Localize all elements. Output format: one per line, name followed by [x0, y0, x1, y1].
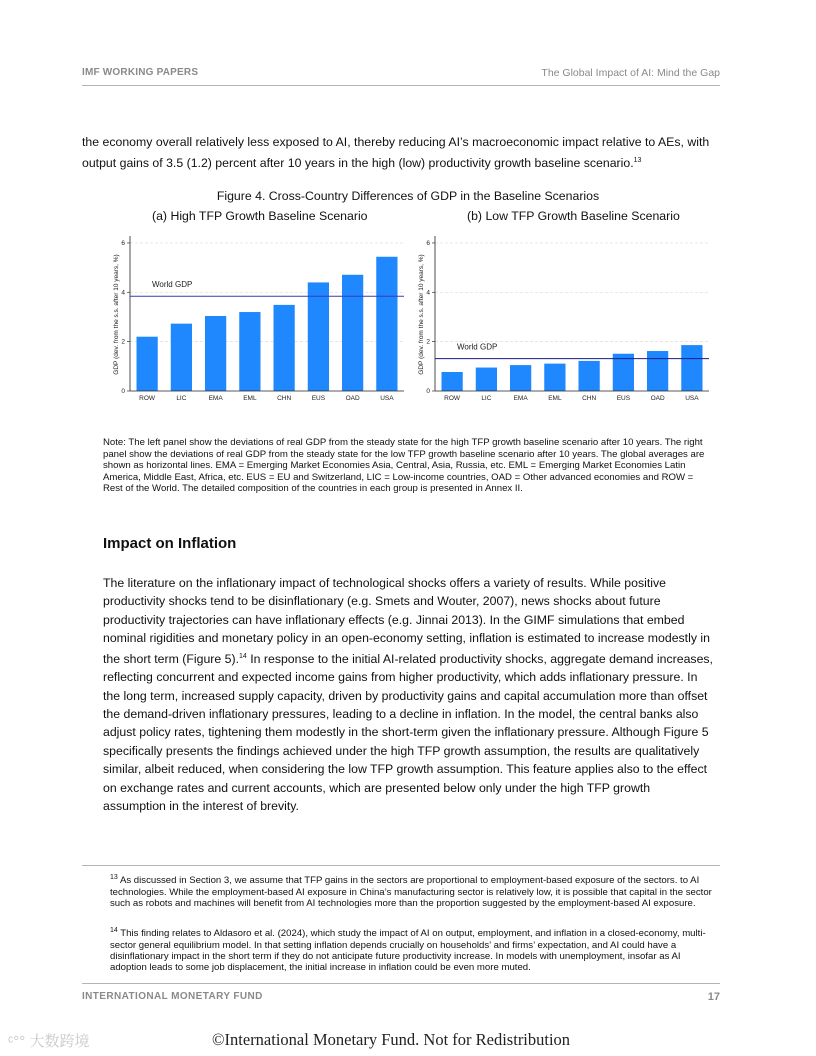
page-number: 17 — [707, 991, 720, 1003]
y-tick-label: 2 — [121, 338, 125, 346]
bar-usa — [376, 257, 397, 391]
x-tick-label: EMA — [208, 395, 223, 402]
y-tick-label: 0 — [426, 388, 430, 395]
bar-eus — [308, 282, 329, 391]
y-tick-label: 2 — [426, 338, 430, 346]
footnote-number: 14 — [110, 927, 118, 934]
bar-oad — [342, 275, 363, 391]
footnote-13 — [110, 872, 720, 909]
x-tick-label: EMA — [513, 395, 528, 402]
x-tick-label: EML — [243, 395, 257, 402]
bar-chn — [579, 361, 600, 391]
watermark-logo: ᶜ°° 大数跨境 — [8, 1033, 90, 1050]
y-axis-label: GDP (dev. from the s.s. after 10 years, %) — [418, 254, 425, 375]
y-axis-label: GDP (dev. from the s.s. after 10 years, %) — [113, 254, 120, 375]
x-tick-label: OAD — [650, 395, 665, 402]
bar-eus — [613, 354, 634, 391]
bar-eml — [239, 312, 260, 391]
y-tick-label: 4 — [121, 289, 125, 297]
x-tick-label: USA — [685, 395, 699, 402]
footer-divider — [82, 983, 720, 984]
footnote-text: As discussed in Section 3, we assume that TFP gains in the sectors are proportional to employment-based exposure of the sectors. to AI technologies. While the employment-based AI exposure in China’s manufacturing sector is relatively low, it is possible that capital in the sector such as robots and machines will benefit from AI technologies more than the proportion suggested by the employment-based AI exposure. — [110, 875, 712, 909]
bar-lic — [476, 368, 497, 391]
world-gdp-label: World GDP — [457, 342, 498, 352]
footer-publisher: INTERNATIONAL MONETARY FUND — [82, 991, 263, 1002]
intro-paragraph — [82, 133, 722, 172]
x-tick-label: ROW — [139, 395, 156, 402]
bar-oad — [647, 351, 668, 391]
intro-text: the economy overall relatively less exposed to AI, thereby reducing AI’s macroeconomic impact relative to AEs, with output gains of 3.5 (1.2) percent after 10 years in the high (low) productivity growth baseline scenario. — [82, 135, 710, 170]
section-paragraph — [103, 574, 715, 815]
running-header-left: IMF WORKING PAPERS — [82, 67, 199, 78]
figure-title: Figure 4. Cross-Country Differences of GDP in the Baseline Scenarios — [216, 189, 600, 203]
running-header-right: The Global Impact of AI: Mind the Gap — [541, 67, 720, 79]
footnote-14 — [110, 925, 720, 974]
x-tick-label: USA — [380, 395, 394, 402]
x-tick-label: CHN — [277, 395, 292, 402]
y-tick-label: 6 — [426, 239, 430, 247]
chart-panel-a — [108, 228, 408, 408]
bar-ema — [510, 365, 531, 391]
bar-row — [442, 372, 463, 391]
footnote-number: 13 — [110, 874, 118, 881]
y-tick-label: 4 — [426, 289, 430, 297]
footnote-ref-13[interactable]: 13 — [633, 156, 642, 164]
x-tick-label: CHN — [582, 395, 597, 402]
x-tick-label: OAD — [345, 395, 360, 402]
x-tick-label: EUS — [311, 395, 326, 402]
y-tick-label: 6 — [121, 239, 125, 247]
world-gdp-label: World GDP — [152, 280, 193, 290]
footnote-ref-14[interactable]: 14 — [239, 652, 247, 660]
bar-eml — [544, 364, 565, 391]
figure-note: Note: The left panel show the deviations of real GDP from the steady state for the high TFP growth baseline scenario after 10 years. The right panel show the deviations of real GDP from the steady state for the low TFP growth baseline scenario after 10 years. The global averages are shown as horizontal lines. EMA = Emerging Market Economies Asia, Central, Asia, Russia, etc. EML = Emerging Market Economies Latin America, Middle East, Africa, etc. EUS = EU and Switzerland, LIC = Low-income countries, OAD = Other advanced economies and ROW = Rest of the World. The detailed composition of the countries in each group is presented in Annex II. — [103, 437, 705, 495]
copyright-notice: ©International Monetary Fund. Not for Redistribution — [212, 1030, 571, 1049]
footnote-text: This finding relates to Aldasoro et al. (2024), which study the impact of AI on output, employment, and inflation in a closed-economy, multi-sector general equilibrium model. In that setting inflation depends crucially on households’ and firms’ expectation, and AI could have a disinflationary impact in the short term if they do not anticipate future productivity increase. In models with unemployment, insofar as AI adoption leads to some job displacement, the initial increase in inflation could be even more muted. — [110, 928, 706, 974]
panel-a-title: (a) High TFP Growth Baseline Scenario — [152, 209, 368, 223]
paragraph-text-2: In response to the initial AI-related productivity shocks, aggregate demand increases, reflecting concurrent and expected income gains from higher productivity, which adds inflationary pressure. In the long term, increased supply capacity, driven by productivity gains and capital accumulation more than offset the demand-driven inflationary pressures, leading to a decline in inflation. In the model, the central banks also adjust policy rates, tightening them modestly in the short-term given the inflationary pressure. Although Figure 5 specifically presents the findings achieved under the high TFP growth assumption, the results are qualitatively similar, albeit reduced, when considering the low TFP growth assumption. This feature applies also to the effect on exchange rates and current accounts, which are presented below only under the high TFP growth assumption in the interest of brevity. — [103, 651, 713, 813]
bar-chn — [274, 305, 295, 391]
paragraph-text-1: The literature on the inflationary impact of technological shocks offers a variety of results. While positive productivity shocks tend to be disinflationary (e.g. Smets and Wouter, 2007), news shocks about future productivity trajectories can have inflationary effects (e.g. Jinnai 2013). In the GIMF simulations that embed nominal rigidities and monetary policy in an open-economy setting, inflation is estimated to increase modestly in the short term (Figure 5). — [103, 576, 710, 666]
x-tick-label: EML — [548, 395, 562, 402]
section-heading: Impact on Inflation — [103, 535, 237, 552]
x-tick-label: ROW — [444, 395, 461, 402]
header-divider — [82, 85, 720, 86]
panel-b-title: (b) Low TFP Growth Baseline Scenario — [467, 209, 680, 223]
x-tick-label: LIC — [176, 395, 187, 402]
y-tick-label: 0 — [121, 388, 125, 395]
bar-usa — [681, 345, 702, 391]
bar-lic — [171, 324, 192, 391]
footnote-divider — [82, 865, 720, 866]
x-tick-label: EUS — [616, 395, 631, 402]
x-tick-label: LIC — [481, 395, 492, 402]
bar-row — [137, 337, 158, 391]
bar-ema — [205, 316, 226, 391]
chart-panel-b — [413, 228, 713, 408]
